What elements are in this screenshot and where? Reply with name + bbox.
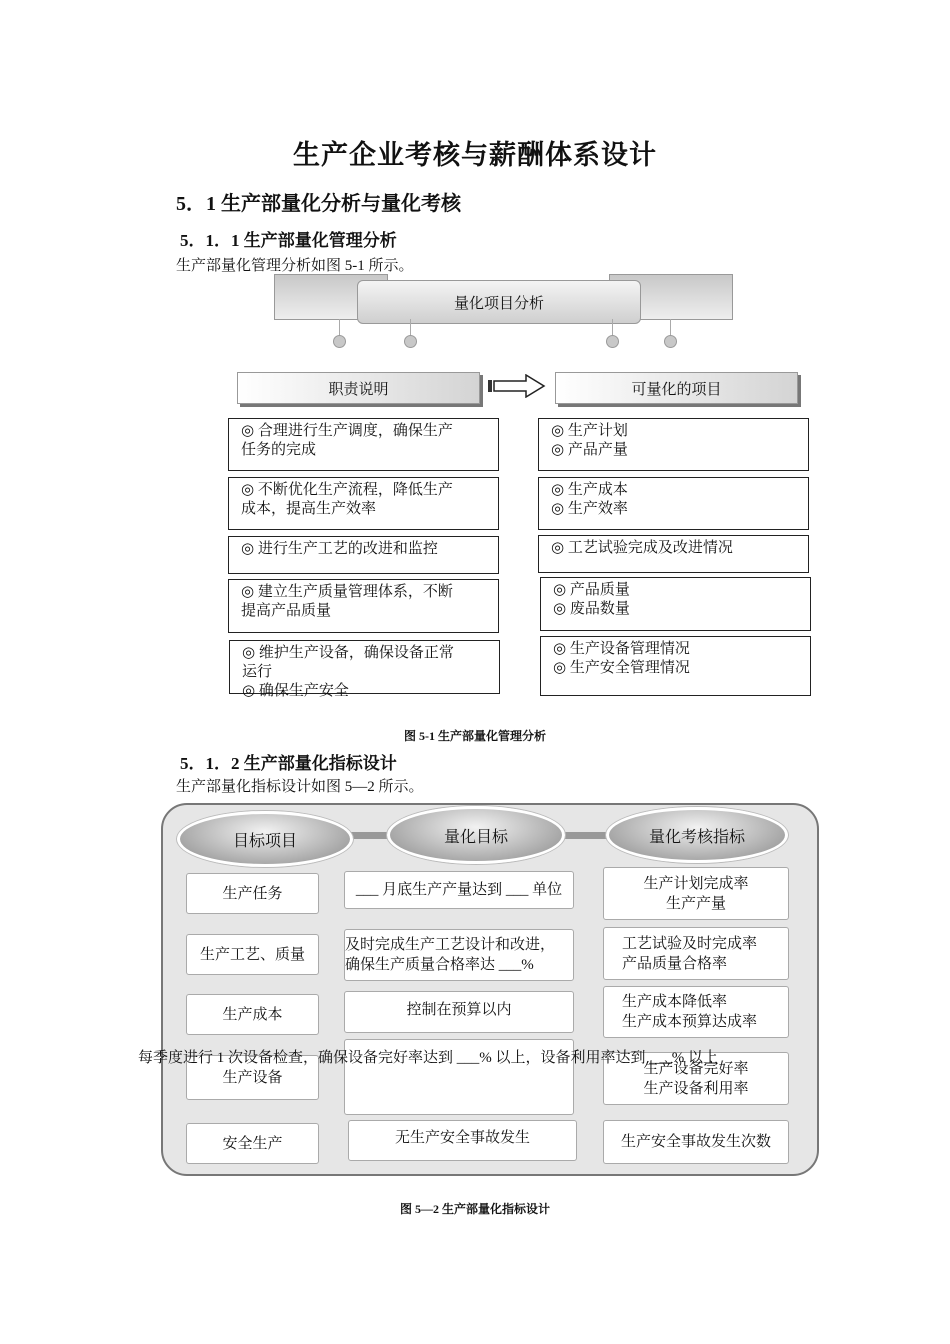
connector-dot (404, 335, 417, 348)
connector-dot (333, 335, 346, 348)
quantifiable-box: ◎ 生产设备管理情况 ◎ 生产安全管理情况 (540, 636, 811, 696)
intro-paragraph-2: 生产部量化指标设计如图 5—2 所示。 (176, 779, 424, 795)
section-heading: 5．1 生产部量化分析与量化考核 (176, 193, 461, 215)
quantified-goal: 控制在预算以内 (344, 991, 574, 1033)
right-arrow-icon (486, 374, 548, 398)
header-responsibilities: 职责说明 (237, 372, 480, 404)
header-quantifiable-items: 可量化的项目 (555, 372, 798, 404)
header-quantified-goals: 量化目标 (387, 806, 565, 864)
assessment-indicator: 生产计划完成率 生产产量 (603, 867, 789, 920)
assessment-indicator: 生产成本降低率 生产成本预算达成率 (603, 986, 789, 1038)
responsibility-box: ◎ 不断优化生产流程，降低生产 成本，提高生产效率 (228, 477, 499, 530)
target-item: 生产设备 (186, 1055, 319, 1100)
responsibility-box: ◎ 建立生产质量管理体系，不断 提高产品质量 (228, 579, 499, 633)
connector-dot (606, 335, 619, 348)
subsection-heading-1: 5．1．1 生产部量化管理分析 (180, 231, 397, 250)
assessment-indicator: 工艺试验及时完成率 产品质量合格率 (603, 927, 789, 980)
header-target-items: 目标项目 (177, 811, 353, 867)
intro-paragraph-1: 生产部量化管理分析如图 5-1 所示。 (176, 258, 414, 274)
responsibility-box: ◎ 维护生产设备，确保设备正常 运行 ◎ 确保生产安全 (229, 640, 500, 694)
quantifiable-box: ◎ 生产成本 ◎ 生产效率 (538, 477, 809, 530)
quantifiable-box: ◎ 产品质量 ◎ 废品数量 (540, 577, 811, 631)
equipment-goal-overflow-text: 每季度进行 1 次设备检查，确保设备完好率达到 ___% 以上，设备利用率达到 ___% 以上 (138, 1050, 718, 1066)
quantified-goal: 无生产安全事故发生 (348, 1120, 577, 1161)
header-assessment-indicators: 量化考核指标 (606, 807, 788, 863)
quantifiable-box: ◎ 工艺试验完成及改进情况 (538, 535, 809, 573)
responsibility-box: ◎ 进行生产工艺的改进和监控 (228, 536, 499, 574)
figure-caption-5-1: 图 5-1 生产部量化管理分析 (404, 729, 546, 743)
document-title: 生产企业考核与薪酬体系设计 (293, 140, 657, 170)
target-item: 生产工艺、质量 (186, 934, 319, 975)
subsection-heading-2: 5．1．2 生产部量化指标设计 (180, 754, 397, 773)
assessment-indicator: 生产安全事故发生次数 (603, 1120, 789, 1164)
quantified-goal: ___ 月底生产产量达到 ___ 单位 (344, 871, 574, 909)
target-item: 生产成本 (186, 994, 319, 1035)
quantified-goal: 及时完成生产工艺设计和改进， 确保生产质量合格率达 ___% (344, 929, 574, 981)
figure-caption-5-2: 图 5—2 生产部量化指标设计 (399, 1202, 550, 1216)
quantifiable-box: ◎ 生产计划 ◎ 产品产量 (538, 418, 809, 471)
banner-quantified-items: 量化项目分析 (357, 280, 641, 324)
target-item: 生产任务 (186, 873, 319, 914)
assessment-indicator: 生产设备完好率 生产设备利用率 (603, 1052, 789, 1105)
responsibility-box: ◎ 合理进行生产调度，确保生产 任务的完成 (228, 418, 499, 471)
target-item: 安全生产 (186, 1123, 319, 1164)
connector-dot (664, 335, 677, 348)
